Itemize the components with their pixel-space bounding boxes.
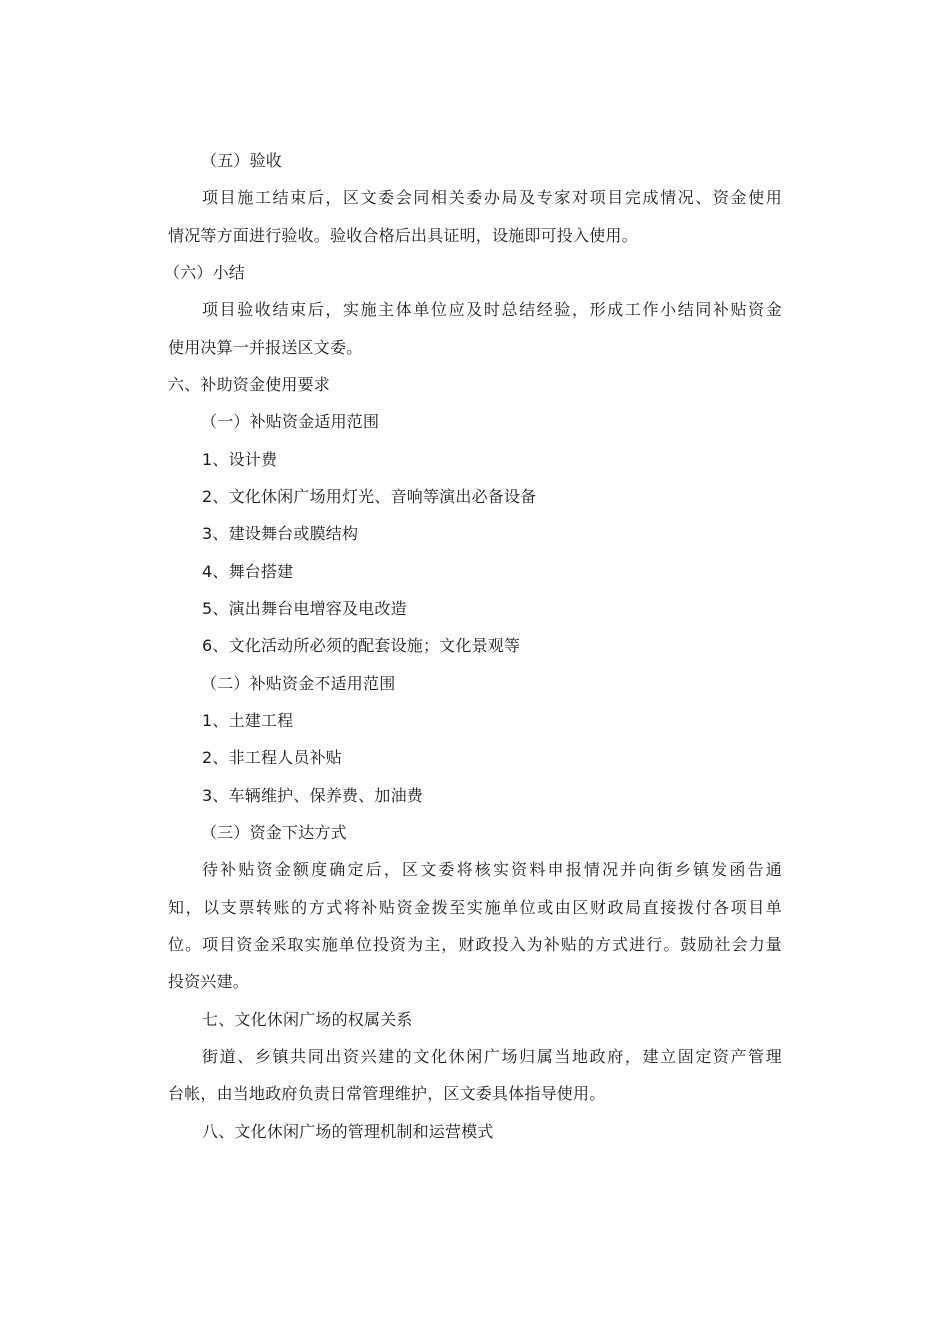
- paragraph-line: 台帐，由当地政府负责日常管理维护，区文委具体指导使用。: [168, 1084, 606, 1103]
- section-heading-six: 六、补助资金使用要求: [168, 375, 331, 394]
- paragraph-line: 情况等方面进行验收。验收合格后出具证明，设施即可投入使用。: [168, 226, 638, 245]
- section-heading-eight: 八、文化休闲广场的管理机制和运营模式: [202, 1122, 494, 1141]
- subsection-heading: （二）补贴资金不适用范围: [201, 674, 396, 693]
- paragraph-line: 使用决算一并报送区文委。: [168, 338, 363, 357]
- list-item: 3、建设舞台或膜结构: [202, 524, 359, 543]
- paragraph-line: 投资兴建。: [168, 972, 250, 991]
- list-item: 1、设计费: [202, 450, 278, 469]
- list-item: 1、土建工程: [202, 711, 294, 730]
- list-item: 2、文化休闲广场用灯光、音响等演出必备设备: [202, 487, 537, 506]
- paragraph-line: 位。项目资金采取实施单位投资为主，财政投入为补贴的方式进行。鼓励社会力量: [168, 935, 782, 954]
- paragraph-line: 项目验收结束后，实施主体单位应及时总结经验，形成工作小结同补贴资金: [202, 300, 782, 319]
- section-heading-summary: （六）小结: [164, 263, 246, 282]
- list-item: 6、文化活动所必须的配套设施；文化景观等: [202, 636, 521, 655]
- paragraph-line: 项目施工结束后，区文委会同相关委办局及专家对项目完成情况、资金使用: [202, 188, 782, 207]
- subsection-heading: （一）补贴资金适用范围: [201, 412, 380, 431]
- section-heading-acceptance: （五）验收: [201, 151, 283, 170]
- subsection-heading: （三）资金下达方式: [201, 823, 347, 842]
- list-item: 3、车辆维护、保养费、加油费: [202, 786, 423, 805]
- list-item: 2、非工程人员补贴: [202, 748, 342, 767]
- paragraph-line: 知，以支票转账的方式将补贴资金拨至实施单位或由区财政局直接拨付各项目单: [168, 898, 782, 917]
- list-item: 5、演出舞台电增容及电改造: [202, 599, 407, 618]
- list-item: 4、舞台搭建: [202, 562, 294, 581]
- paragraph-line: 街道、乡镇共同出资兴建的文化休闲广场归属当地政府，建立固定资产管理: [202, 1047, 782, 1066]
- paragraph-line: 待补贴资金额度确定后，区文委将核实资料申报情况并向街乡镇发函告通: [202, 860, 782, 879]
- section-heading-seven: 七、文化休闲广场的权属关系: [202, 1010, 413, 1029]
